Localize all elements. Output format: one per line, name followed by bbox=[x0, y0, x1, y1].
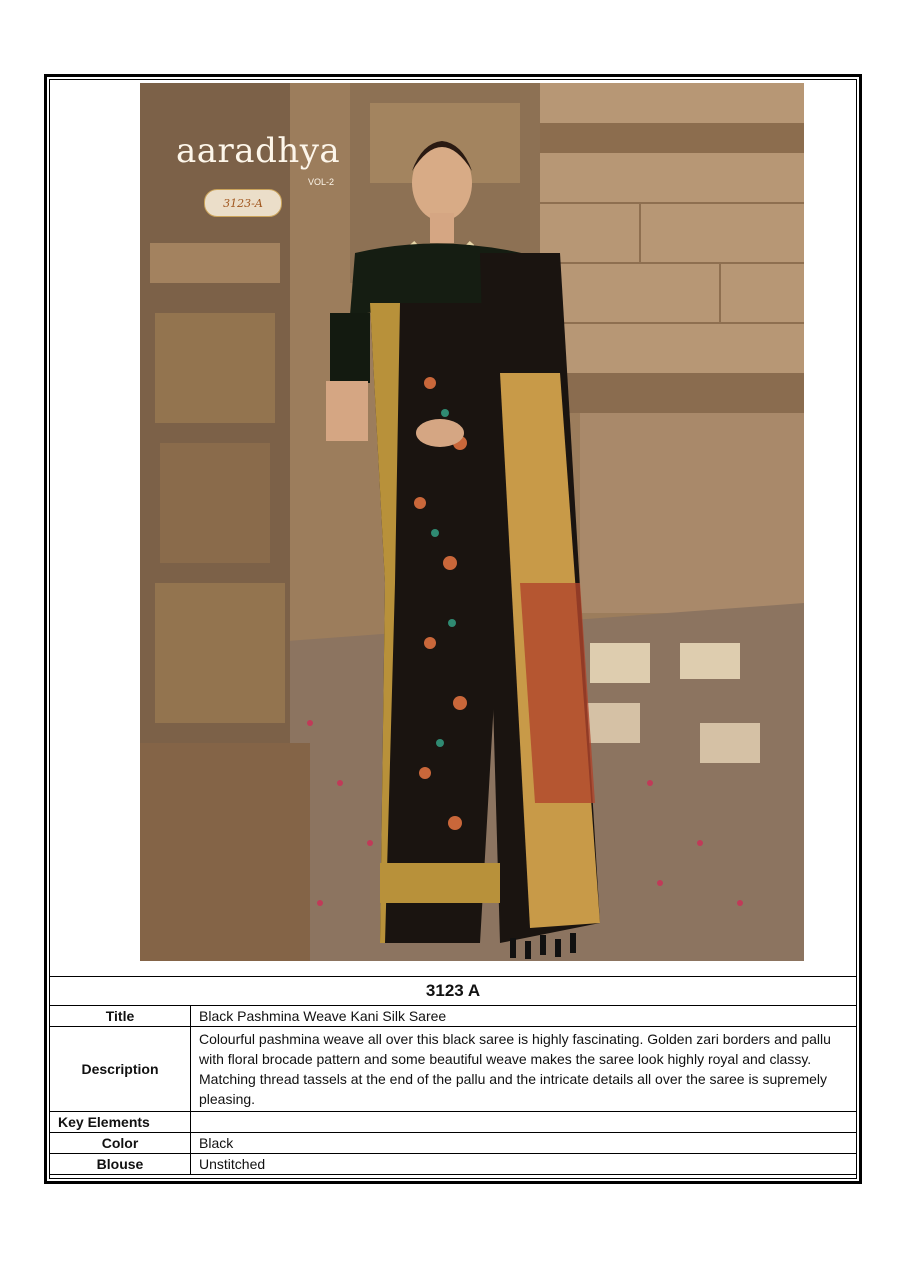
title-label: Title bbox=[50, 1006, 191, 1027]
title-row bbox=[50, 1006, 857, 1027]
brand-logo: aaradhya bbox=[176, 131, 341, 171]
key-elements-spacer bbox=[191, 1112, 857, 1133]
description-value: Colourful pashmina weave all over this black saree is highly fascinating. Golden zari borders and pallu with floral brocade pattern and some beautiful weave makes the saree look highly royal and classy. Matching thread tassels at the end of the pallu and the intricate details all over the saree is supremely pleasing. bbox=[191, 1027, 857, 1112]
color-value: Black bbox=[191, 1133, 857, 1154]
description-row bbox=[50, 1027, 857, 1112]
product-photo bbox=[140, 83, 804, 961]
catalog-sheet bbox=[44, 74, 862, 1184]
description-label: Description bbox=[50, 1027, 191, 1112]
blouse-label: Blouse bbox=[50, 1154, 191, 1175]
code-row bbox=[50, 977, 857, 1006]
title-value: Black Pashmina Weave Kani Silk Saree bbox=[191, 1006, 857, 1027]
key-elements-heading: Key Elements bbox=[50, 1112, 191, 1133]
product-code-badge: 3123-A bbox=[204, 189, 282, 217]
color-row bbox=[50, 1133, 857, 1154]
blouse-value: Unstitched bbox=[191, 1154, 857, 1175]
brand-volume: VOL-2 bbox=[308, 177, 335, 187]
product-code: 3123 A bbox=[50, 977, 857, 1006]
key-elements-row bbox=[50, 1112, 857, 1133]
color-label: Color bbox=[50, 1133, 191, 1154]
product-spec-table bbox=[49, 976, 857, 1175]
blouse-row bbox=[50, 1154, 857, 1175]
